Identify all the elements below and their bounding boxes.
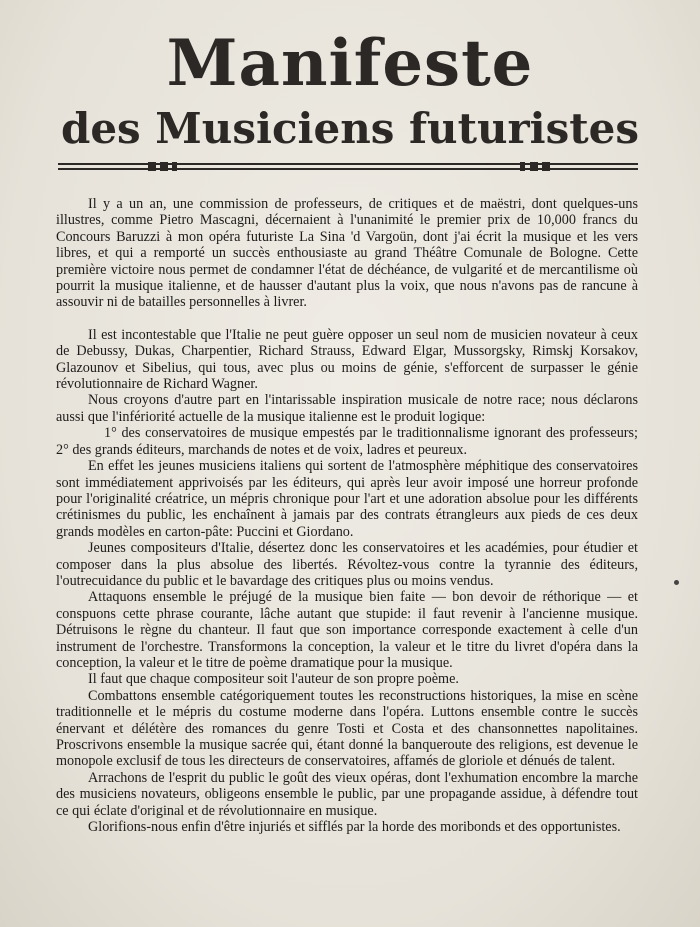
paragraph-8: Il faut que chaque compositeur soit l'auteur de son propre poème. bbox=[88, 671, 459, 688]
paragraph-9: Combattons ensemble catégoriquement toutes les reconstructions historiques, la mise en scène traditionnelle et le mépris du costume moderne dans l'opéra. Luttons ensemble contre le succès énervant et délétère des romances du genre Tosti et Costa et des chansonnettes napolitaines. Proscrivons ensemble la musique sacrée qui, étant donné la banqueroute des religions, est devenue le monopole exclusif de tous les directeurs de conservatoires, affamés de gloriole et dénués de talent. bbox=[56, 687, 638, 770]
paragraph-1: Il y a un an, une commission de professeurs, de critiques et de maëstri, dont quelques-uns illustres, comme Pietro Mascagni, décernaient à l'unanimité le premier prix de 10,000 francs du Concours Baruzzi à mon opéra futuriste La Sina 'd Vargoün, dont j'ai écrit la musique et les vers libres, et qui a remporté un succès enthousiaste au grand Théâtre Comunale de Bologne. Cette première victoire nous permet de condamner l'état de déchéance, de vulgarité et de mercantilisme où pourrit la musique italienne, et de hausser d'autant plus la voix, que nous n'avons pas de rancune à assouvir ni de batailles personnelles à livrer. bbox=[56, 196, 638, 311]
manifesto-title: Manifeste bbox=[166, 26, 534, 101]
paragraph-5: En effet les jeunes musiciens italiens qui sortent de l'atmosphère méphitique des conservatoires sont immédiatement apprivoisés par les éditeurs, qui après leur avoir imposé une horreur profonde pour l'originalité créatrice, un mépris chronique pour l'art et une adoration absolue pour les différents crétinismes du public, les enchaînent à jamais par des contrats étrangleurs aux pieds de ces deux grands modèles en carton-pâte: Puccini et Giordano. bbox=[56, 458, 638, 540]
paragraph-10: Arrachons de l'esprit du public le goût des vieux opéras, dont l'exhumation encombre la marche des musiciens novateurs, obligeons ensemble le public, par une propagande assidue, à défendre tout ce qui éclate d'original et de révolutionnaire en musique. bbox=[56, 769, 638, 819]
paragraph-6: Jeunes compositeurs d'Italie, désertez donc les conservatoires et les académies, pour étudier et composer dans la plus absolue des libertés. Révoltez-vous contre la tyrannie des éditeurs, l'outrecuidance du public et le bavardage des critiques plus ou moins vendus. bbox=[56, 540, 638, 589]
paragraph-3: Nous croyons d'autre part en l'intarissable inspiration musicale de notre race; nous déclarons aussi que l'infériorité actuelle de la musique italienne est le produit logique: bbox=[56, 392, 638, 425]
decorative-rule bbox=[58, 160, 638, 174]
manifesto-body bbox=[56, 196, 638, 835]
paragraph-7: Attaquons ensemble le préjugé de la musique bien faite — bon devoir de réthorique — et conspuons cette phrase courante, lâche autant que stupide: il faut revenir à l'ancienne musique. Détruisons le règne du chanteur. Il faut que son importance corresponde exactement à celle d'un instrument de l'orchestre. Transformons la conception, la valeur et le titre du livret d'opéra dans la conception, la valeur et le titre de poème dramatique pour la musique. bbox=[56, 589, 638, 671]
paragraph-4: 1° des conservatoires de musique empestés par le traditionnalisme ignorant des professeurs; 2° des grands éditeurs, marchands de notes et de voix, ladres et peureux. bbox=[56, 425, 638, 458]
paragraph-2: Il est incontestable que l'Italie ne peut guère opposer un seul nom de musicien novateur à ceux de Debussy, Dukas, Charpentier, Richard Strauss, Edward Elgar, Mussorgsky, Rimskj Korsakov, Glazounov et Sibelius, qui tous, avec plus ou moins de génie, s'efforcent de surpasser le génie révolutionnaire de Richard Wagner. bbox=[56, 326, 638, 393]
margin-mark bbox=[674, 580, 679, 585]
manifesto-subtitle: des Musiciens futuristes bbox=[60, 104, 640, 153]
paragraph-11: Glorifions-nous enfin d'être injuriés et sifflés par la horde des moribonds et des opportunistes. bbox=[88, 819, 621, 836]
